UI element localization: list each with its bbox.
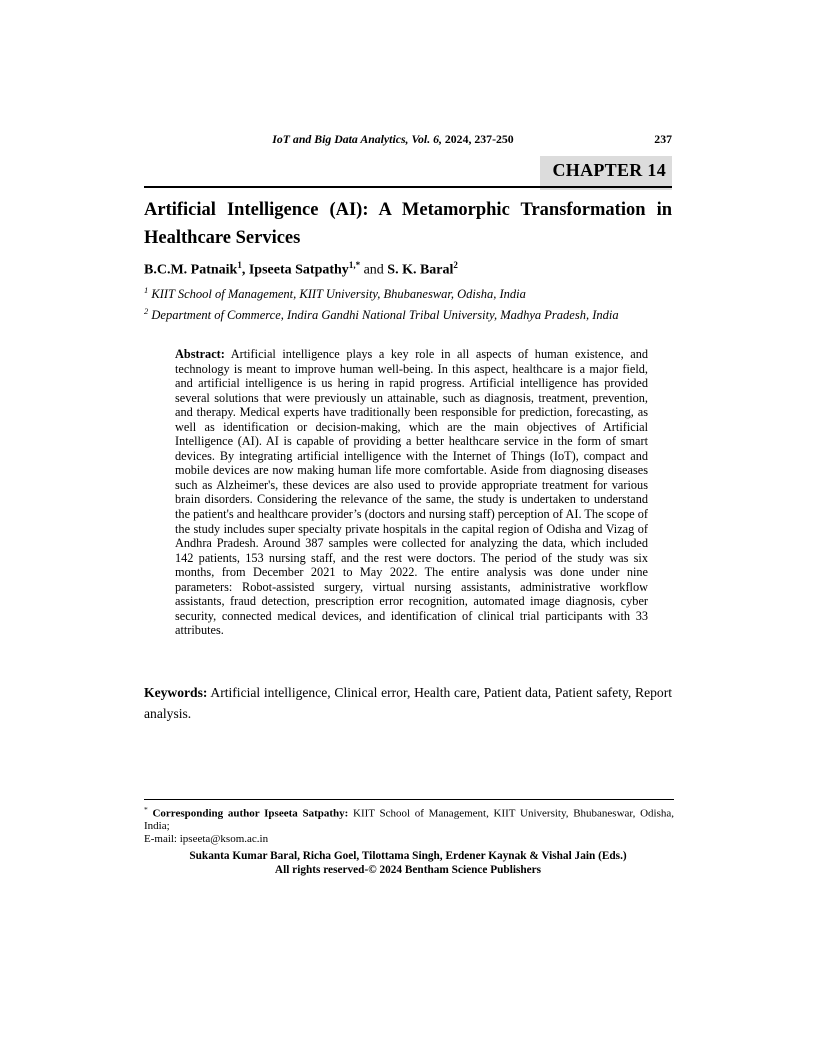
footnote-block <box>144 799 674 845</box>
keywords-label: Keywords: <box>144 685 208 700</box>
affiliation-1 <box>144 285 672 302</box>
affiliation-1-text: KIIT School of Management, KIIT University, Bhubaneswar, Odisha, India <box>148 287 526 302</box>
footnote-text: KIIT School of Management, KIIT University, Bhubaneswar, Odisha, India; <box>144 807 674 832</box>
author-line <box>144 260 672 279</box>
affiliation-2 <box>144 306 672 323</box>
author-name-1: B.C.M. Patnaik <box>144 262 238 278</box>
affiliation-2-superscript: 2 <box>144 306 149 316</box>
abstract-label: Abstract: <box>175 347 225 361</box>
affiliation-1-superscript: 1 <box>144 285 149 295</box>
journal-citation <box>144 132 672 147</box>
running-header <box>144 132 672 147</box>
journal-citation-rest: 2024, 237-250 <box>441 132 514 146</box>
footnote-main <box>144 804 674 832</box>
abstract-block <box>175 347 648 638</box>
author-separator: , <box>241 262 249 278</box>
author-conjunction: and <box>360 262 388 278</box>
publisher-footer <box>144 850 672 877</box>
author-superscript-1: 1 <box>237 260 242 270</box>
editors-line: Sukanta Kumar Baral, Richa Goel, Tilottama Singh, Erdener Kaynak & Vishal Jain (Eds.) <box>189 850 627 862</box>
rights-line: All rights reserved-© 2024 Bentham Science Publishers <box>274 863 542 876</box>
author-superscript-2: 1,* <box>348 260 361 270</box>
footnote-email: E-mail: ipseeta@ksom.ac.in <box>144 833 269 846</box>
journal-citation-italic: IoT and Big Data Analytics, Vol. 6, <box>272 132 442 146</box>
chapter-banner: CHAPTER 14 <box>540 156 672 190</box>
author-name-2: Ipseeta Satpathy <box>248 262 349 278</box>
keywords-block <box>144 682 672 724</box>
page-number: 237 <box>654 132 672 146</box>
author-superscript-3: 2 <box>453 260 458 270</box>
author-name-3: S. K. Baral <box>387 262 454 278</box>
footnote-marker: * <box>144 805 148 814</box>
keywords-text: Artificial intelligence, Clinical error, Health care, Patient data, Patient safety, Report analysis. <box>144 685 672 721</box>
abstract-text: Artificial intelligence plays a key role in all aspects of human existence, and technology is meant to improve human well-being. In this aspect, healthcare is a major field, and artificial intelligence is us hering in rapid progress. Artificial intelligence has provided several solutions that were previously un attainable, such as diagnosis, treatment, prevention, and therapy. Medical experts have traditionally been responsible for prediction, forecasting, as well as identification or decision-making, which are the main objectives of Artificial Intelligence (AI). AI is capable of providing a better healthcare service in the form of smart devices. By integrating artificial intelligence with the Internet of Things (IoT), compact and mobile devices are now making human life more comfortable. Aside from diagnosing diseases such as Alzheimer's, these devices are also used to provide appropriate treatment for various brain disorders. Considering the relevance of the same, the study is undertaken to understand the patient's and healthcare provider’s (doctors and nursing staff) perception of AI. The scope of the study includes super specialty private hospitals in the capital region of Odisha and Vizag of Andhra Pradesh. Around 387 samples were collected for analyzing the data, which included 142 patients, 153 nursing staff, and the rest were doctors. The period of the study was six months, from December 2021 to May 2022. The entire analysis was done under nine parameters: Robot-assisted surgery, virtual nursing assistants, administrative workflow assistants, fraud detection, prescription error recognition, automated image diagnosis, cyber security, connected medical devices, and identification of clinical trial participants with 33 attributes. <box>175 347 648 638</box>
affiliation-2-text: Department of Commerce, Indira Gandhi National Tribal University, Madhya Pradesh, India <box>148 308 619 323</box>
page-title: Artificial Intelligence (AI): A Metamorphic Transformation in Healthcare Services <box>144 200 672 248</box>
header-divider <box>144 186 672 188</box>
footnote-label: Corresponding author Ipseeta Satpathy: <box>147 807 349 820</box>
